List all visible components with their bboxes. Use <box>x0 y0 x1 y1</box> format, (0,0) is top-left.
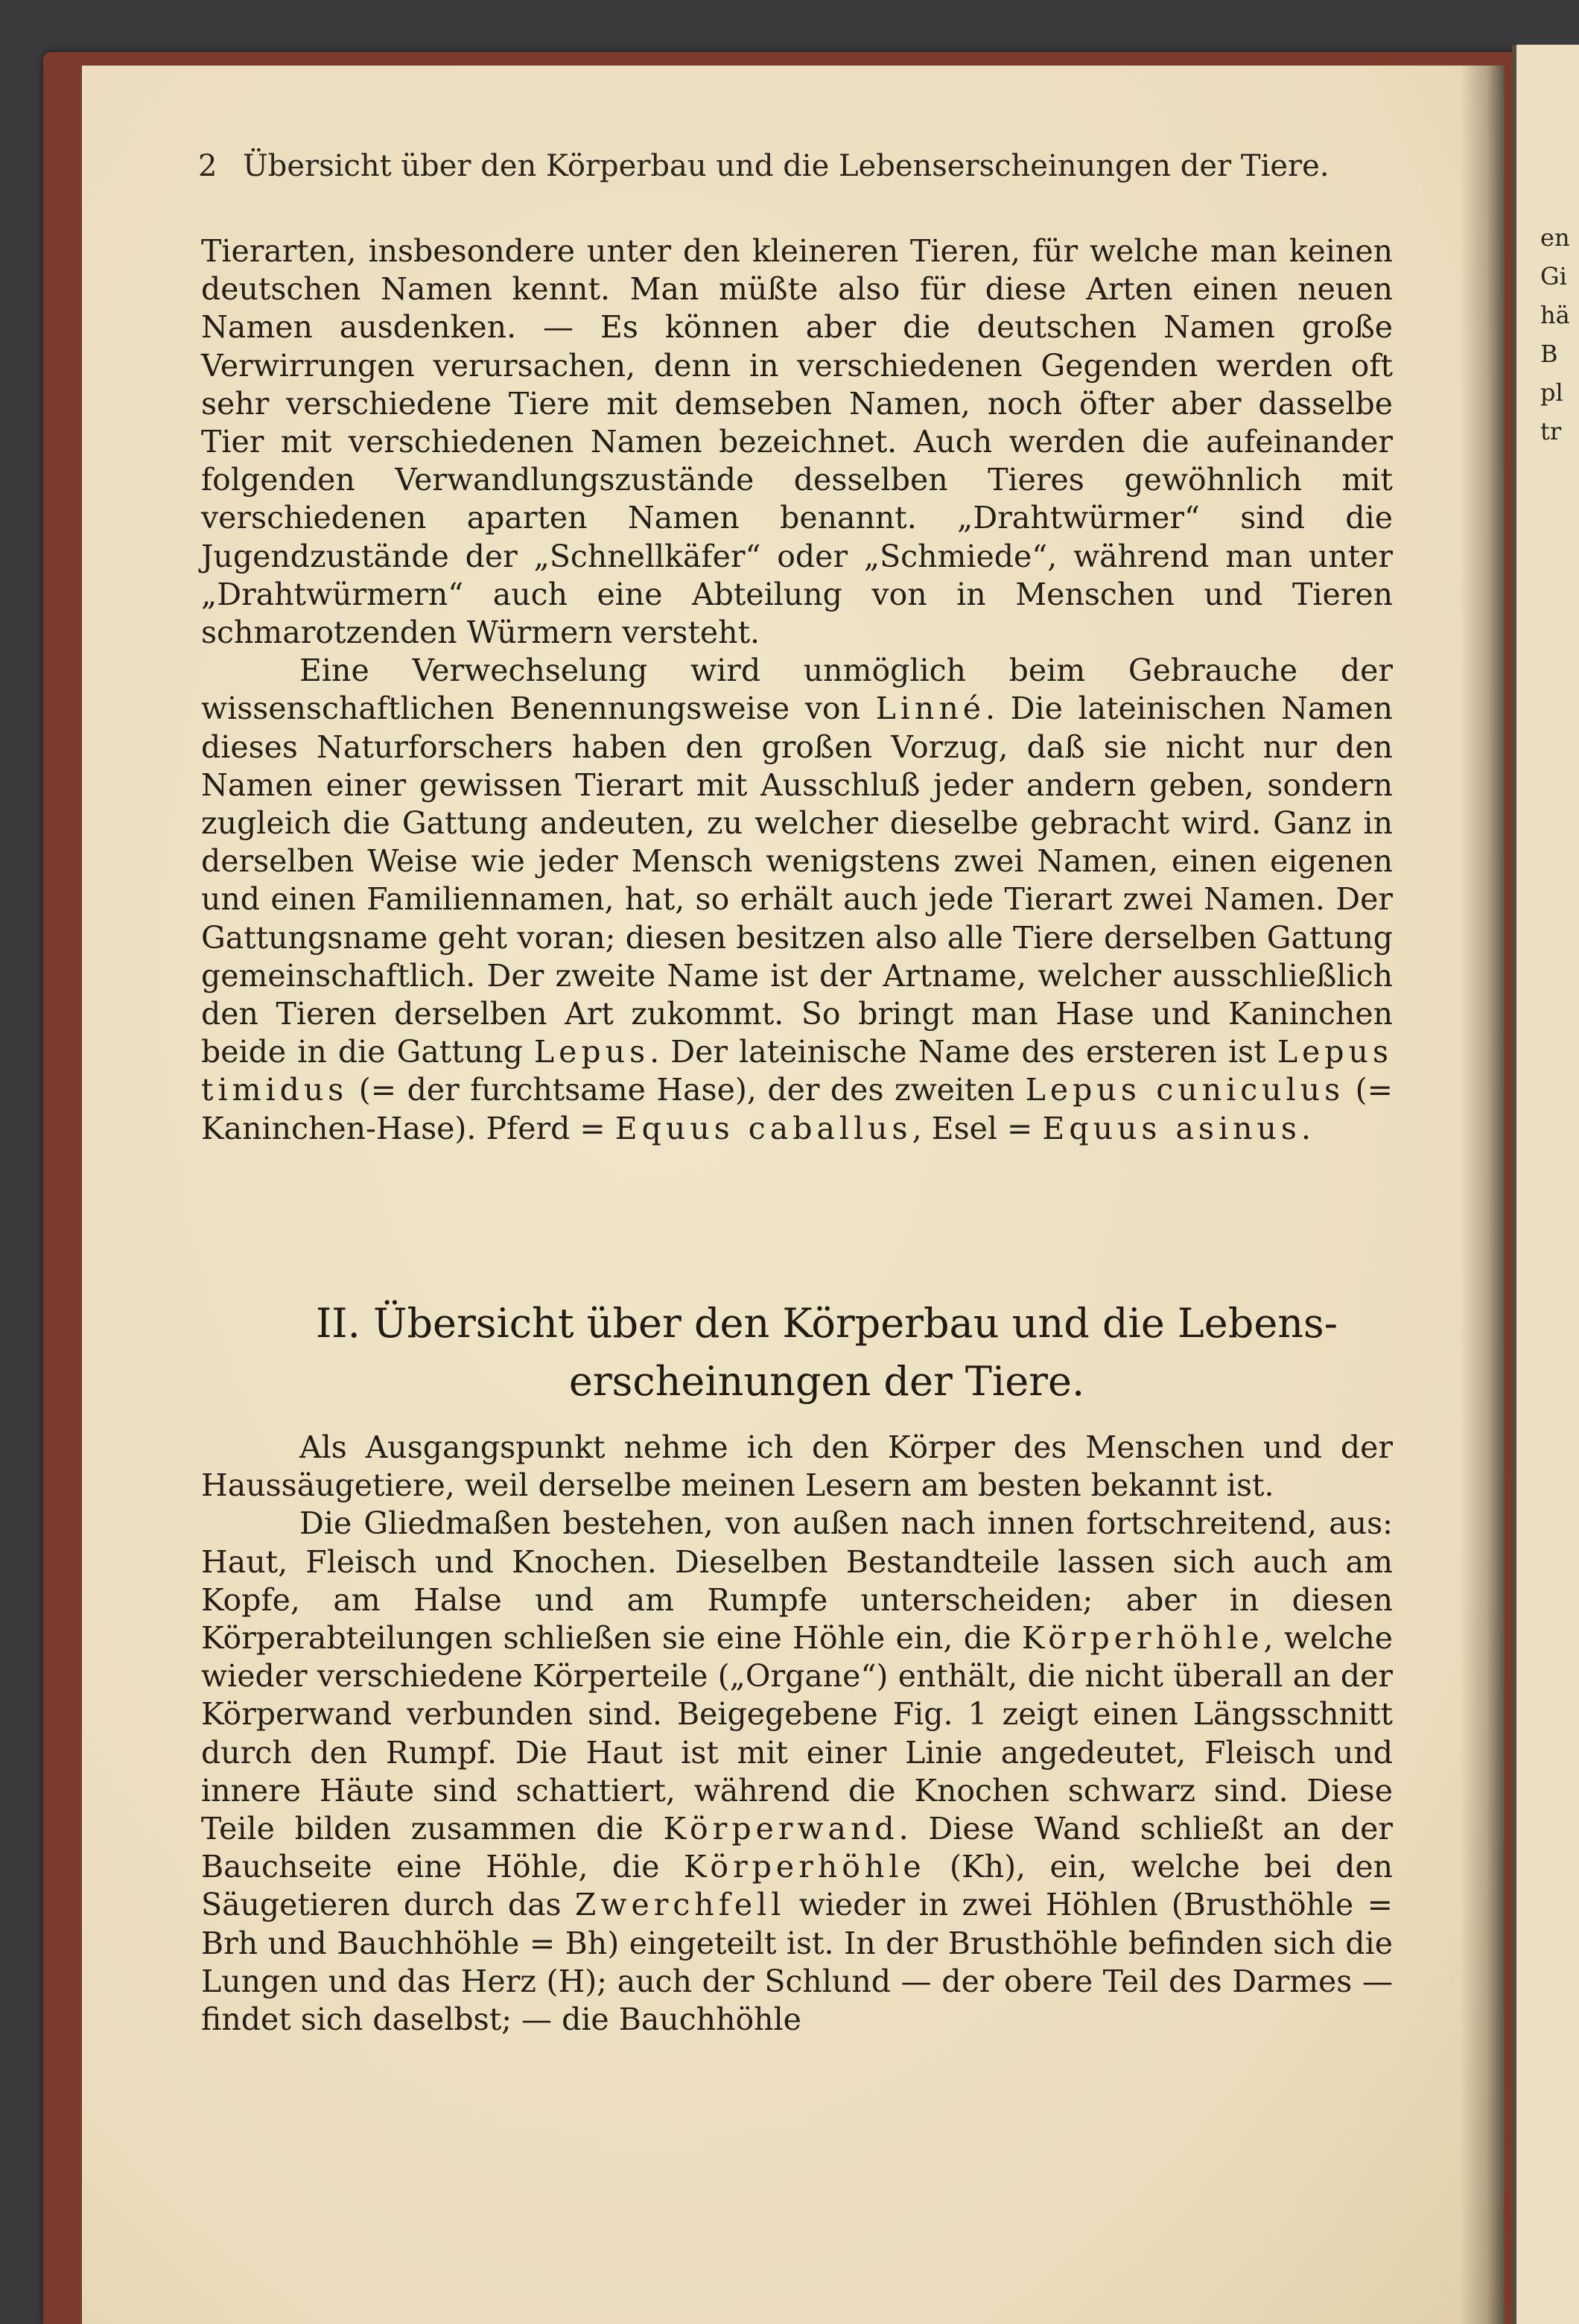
page-gutter-shadow <box>1460 66 1505 2324</box>
latin-name: Lepus <box>533 1034 650 1070</box>
text-run: , welche wieder verschiedene Körperteile („Organe“) enthält, die nicht überall an der Körperwand verbunden sind. Beigegebene Fig. 1 zeigt einen Längsschnitt durch den Rumpf. Die Haut ist mit einer Linie angedeutet, Fleisch und innere Häute sind schattiert, während die Knochen schwarz sind. Diese Teile bilden zusammen die <box>201 1620 1394 1847</box>
text-run: wieder in zwei Höhlen (Brusthöhle = Brh und Bauchhöhle = Bh) eingeteilt ist. In der Brusthöhle befinden sich die Lungen und das Herz (H); auch der Schlund — der obere Teil des Darmes — findet sich daselbst; — die Bauchhöhle <box>201 1887 1393 2038</box>
section-1-text <box>201 232 1393 1148</box>
latin-name: Lepus timidus <box>201 1034 1393 1108</box>
paragraph-verwechselung <box>201 652 1393 1148</box>
section-heading <box>268 1295 1385 1411</box>
running-header <box>198 149 1330 183</box>
paragraph-gliedmassen <box>201 1505 1393 2039</box>
latin-name: Equus caballus <box>614 1110 912 1146</box>
text-run: (Kh), ein, welche bei den Säugetieren durch das <box>201 1849 1393 1923</box>
paragraph-tierarten: Tierarten, insbesondere unter den kleineren Tieren, für welche man keinen deutschen Namen kennt. Man müßte also für diese Arten einen neuen Namen ausdenken. — Es können aber die deutschen Namen große Verwirrungen verursachen, denn in verschiedenen Gegenden werden oft sehr verschiedene Tiere mit demseben Namen, noch öfter aber dasselbe Tier mit verschiedenen Namen bezeichnet. Auch werden die aufeinander folgenden Verwandlungszustände desselben Tieres gewöhnlich mit verschiedenen aparten Namen benannt. „Drahtwürmer“ sind die Jugendzustände der „Schnellkäfer“ oder „Schmiede“, während man unter „Drahtwürmern“ auch eine Abteilung von in Menschen und Tieren schmarotzenden Würmern versteht. <box>201 233 1393 651</box>
facing-page-fragment: hä <box>1540 301 1570 329</box>
facing-page-fragment: tr <box>1540 417 1562 445</box>
latin-name: Equus asinus <box>1042 1110 1301 1146</box>
facing-page-fragment: Gi <box>1540 262 1567 290</box>
paragraph-ausgangspunkt: Als Ausgangspunkt nehme ich den Körper des Menschen und der Haussäugetiere, weil derselbe meinen Lesern am besten bekannt ist. <box>201 1429 1393 1504</box>
section-heading-line-2: erscheinungen der Tiere. <box>568 1358 1085 1405</box>
page-number: 2 <box>198 149 217 183</box>
text-run: (= der furchtsame Hase), der des zweiten <box>348 1072 1026 1108</box>
text-run: Eine Verwechselung wird unmöglich beim Gebrauche der wissenschaftlichen Benennungsweise von <box>201 653 1393 727</box>
text-run: . <box>1300 1110 1311 1146</box>
text-run: . Diese Wand schließt an der Bauchseite eine Höhle, die <box>201 1811 1393 1885</box>
text-run: Die Gliedmaßen bestehen, von außen nach innen fortschreitend, aus: Haut, Fleisch und Knochen. Dieselben Bestandteile lassen sich auch am Kopfe, am Halse und am Rumpfe unterscheiden; aber in diesen Körperabteilungen schließen sie eine Höhle ein, die <box>201 1505 1393 1657</box>
text-run: , Esel = <box>912 1110 1043 1146</box>
author-name: Linné <box>875 690 985 727</box>
latin-name: Lepus cuniculus <box>1025 1072 1345 1108</box>
facing-page-fragment: en <box>1540 223 1570 252</box>
section-heading-line-1: II. Übersicht über den Körperbau und die Lebens- <box>315 1300 1338 1347</box>
text-run: (= Kaninchen-Hase). Pferd = <box>201 1072 1393 1146</box>
emphasized-term: Zwerchfell <box>574 1887 786 1923</box>
section-2-text <box>201 1429 1393 2039</box>
facing-page-fragment: pl <box>1540 378 1563 407</box>
facing-page-fragment: B <box>1540 340 1558 368</box>
text-run: . Der lateinische Name des ersteren ist <box>649 1034 1277 1070</box>
running-title: Übersicht über den Körperbau und die Lebenserscheinungen der Tiere. <box>243 149 1329 183</box>
emphasized-term: Körperwand <box>663 1811 899 1847</box>
emphasized-term: Körperhöhle <box>1021 1620 1264 1657</box>
text-run: . Die lateinischen Namen dieses Naturforschers haben den großen Vorzug, daß sie nicht nur den Namen einer gewissen Tierart mit Ausschluß jeder andern geben, sondern zugleich die Gattung andeuten, zu welcher dieselbe gebracht wird. Ganz in derselben Weise wie jeder Mensch wenigstens zwei Namen, einen eigenen und einen Familiennamen, hat, so erhält auch jede Tierart zwei Namen. Der Gattungsname geht voran; diesen besitzen also alle Tiere derselben Gattung gemeinschaftlich. Der zweite Name ist der Artname, welcher ausschließlich den Tieren derselben Art zukommt. So bringt man Hase und Kaninchen beide in die Gattung <box>201 690 1393 1070</box>
emphasized-term: Körperhöhle <box>683 1849 926 1885</box>
